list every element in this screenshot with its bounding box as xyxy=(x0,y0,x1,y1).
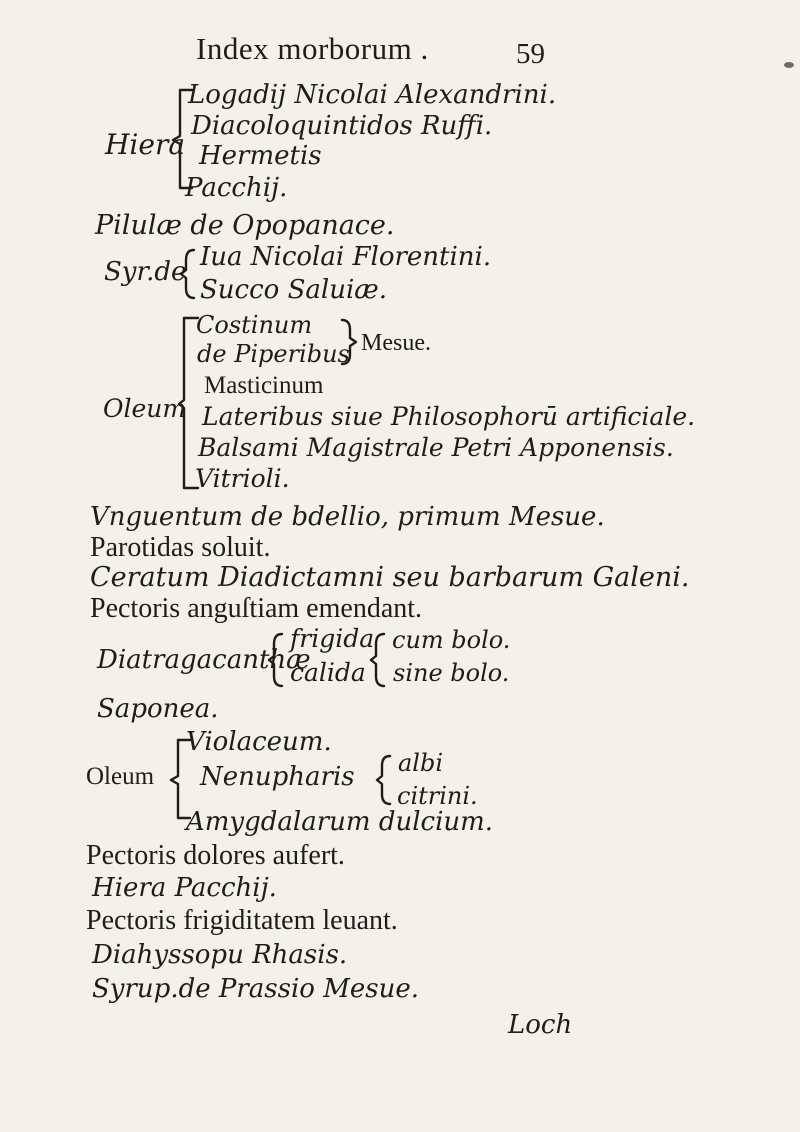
cum-bolo-label: cum bolo. xyxy=(392,626,511,654)
syr-item-2: Succo Saluiæ. xyxy=(200,275,387,305)
amygdalarum-label: Amygdalarum dulcium. xyxy=(186,807,494,837)
citrini-label: citrini. xyxy=(397,782,478,810)
bolo-brace xyxy=(370,632,388,688)
pectoris-1-line: Pectoris anguſtiam emendant. xyxy=(90,593,423,624)
parotidas-line: Parotidas soluit. xyxy=(90,532,271,563)
mesue-1-brace xyxy=(340,318,358,368)
page-title: Index morborum . xyxy=(196,31,429,66)
syr-label: Syr.de xyxy=(104,257,187,287)
page-number: 59 xyxy=(516,38,545,70)
nenupharis-label: Nenupharis xyxy=(200,762,355,792)
oleum-1-item-6: Vitrioli. xyxy=(195,464,290,493)
saponea-line: Saponea. xyxy=(97,694,219,724)
hiera-pacchij-line: Hiera Pacchij. xyxy=(92,873,277,903)
oleum-1-item-1: Costinum xyxy=(196,311,313,339)
hiera-item-3: Hermetis xyxy=(199,141,322,171)
unguentum-line: Vnguentum de bdellio, primum Mesue. xyxy=(90,502,605,532)
oleum-2-label: Oleum xyxy=(86,763,155,790)
pectoris-2-line: Pectoris dolores aufert. xyxy=(86,840,345,871)
mesue-1: Mesue. xyxy=(361,330,431,356)
syr-brace xyxy=(180,248,198,300)
frigida-label: frigida xyxy=(290,624,375,653)
albi-label: albi xyxy=(398,749,444,777)
oleum-1-label: Oleum xyxy=(103,394,187,423)
oleum-1-item-2: de Piperibus xyxy=(197,340,350,368)
calida-label: calida xyxy=(290,658,366,687)
diatragacanthae-brace xyxy=(268,632,286,688)
diatragacanthae-label: Diatragacanthæ xyxy=(97,645,311,675)
syr-item-1: Iua Nicolai Florentini. xyxy=(200,242,492,272)
oleum-1-item-5: Balsami Magistrale Petri Apponensis. xyxy=(198,433,674,462)
oleum-1-item-3: Masticinum xyxy=(204,372,324,399)
oleum-1-item-4: Lateribus siue Philosophorū artificiale. xyxy=(202,402,696,431)
diahyssopu-line: Diahyssopu Rhasis. xyxy=(92,940,348,970)
syrup-line: Syrup.de Prassio Mesue. xyxy=(92,974,419,1004)
hiera-item-2: Diacoloquintidos Ruffi. xyxy=(191,111,493,141)
pectoris-3-line: Pectoris frigiditatem leuant. xyxy=(86,905,398,936)
sine-bolo-label: sine bolo. xyxy=(393,659,510,687)
hiera-item-4: Pacchij. xyxy=(185,173,288,203)
ceratum-line: Ceratum Diadictamni seu barbarum Galeni. xyxy=(90,562,690,593)
page-speck xyxy=(784,62,794,68)
nenupharis-brace xyxy=(376,754,394,806)
hiera-item-1: Logadij Nicolai Alexandrini. xyxy=(188,80,557,110)
violaceum-label: Violaceum. xyxy=(186,727,332,757)
catchword: Loch xyxy=(508,1010,573,1040)
pilulae-line: Pilulæ de Opopanace. xyxy=(95,210,395,241)
hiera-label: Hiera xyxy=(105,128,186,161)
